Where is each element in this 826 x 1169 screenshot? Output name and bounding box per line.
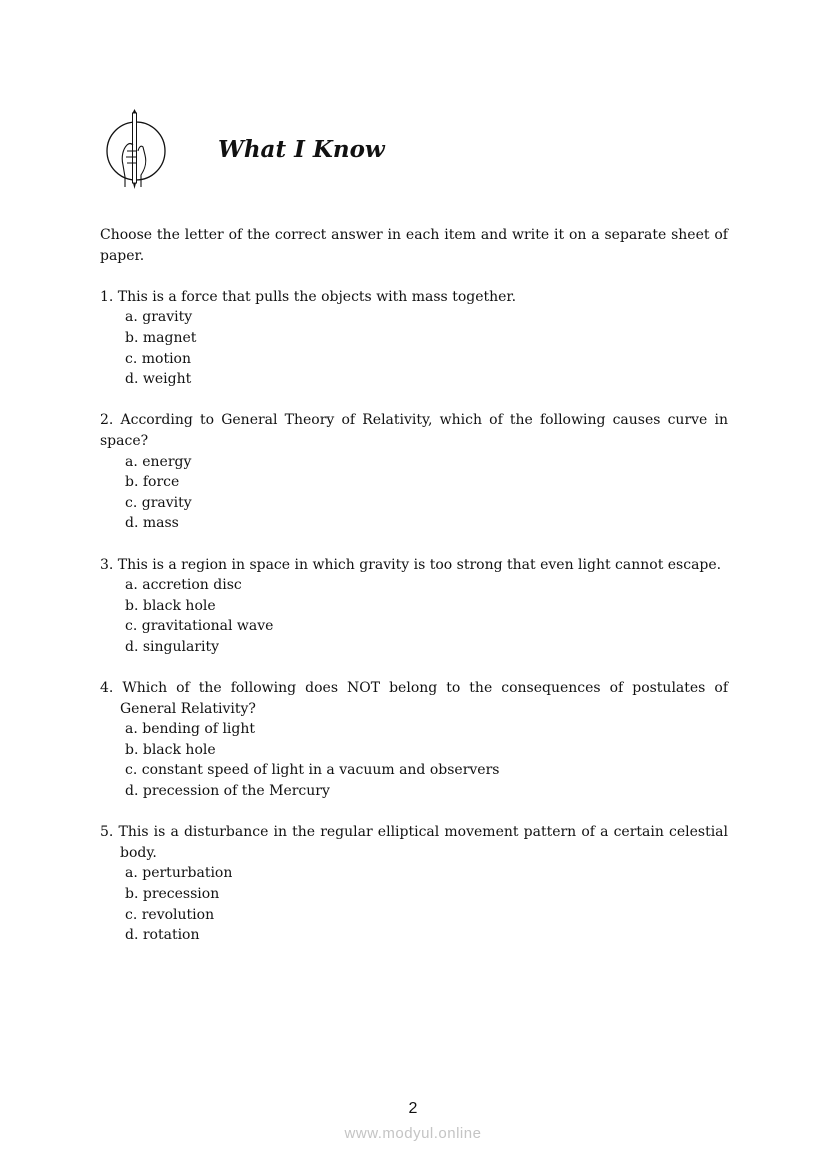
- answer-option: d. precession of the Mercury: [125, 783, 330, 800]
- answer-option: a. accretion disc: [125, 577, 242, 594]
- question-stem: 5. This is a disturbance in the regular elliptical movement pattern of a certain celestial body.: [100, 824, 728, 861]
- answer-option: d. mass: [125, 515, 179, 532]
- answer-option: d. rotation: [125, 927, 200, 944]
- answer-option: a. energy: [125, 453, 192, 470]
- question-list: [100, 287, 728, 946]
- instructions: Choose the letter of the correct answer in each item and write it on a separate sheet of paper.: [100, 227, 728, 264]
- question-stem: 2. According to General Theory of Relativity, which of the following causes curve in space?: [100, 412, 728, 449]
- question-item: [100, 822, 728, 946]
- answer-option: b. precession: [125, 886, 220, 902]
- answer-option: b. black hole: [125, 741, 216, 758]
- question-stem: 3. This is a region in space in which gravity is too strong that even light cannot escape.: [100, 556, 722, 573]
- answer-option: c. gravity: [125, 494, 192, 511]
- worksheet-content: [100, 225, 728, 966]
- question-item: [100, 678, 728, 802]
- answer-option: c. revolution: [125, 906, 215, 923]
- answer-option: c. gravitational wave: [125, 618, 274, 635]
- answer-option: a. bending of light: [125, 721, 255, 738]
- watermark: www.modyul.online: [344, 1125, 482, 1142]
- question-stem: 1. This is a force that pulls the objects with mass together.: [100, 288, 517, 305]
- answer-option: a. perturbation: [125, 865, 233, 882]
- answer-option: b. black hole: [125, 597, 216, 614]
- answer-option: b. force: [125, 474, 180, 491]
- question-item: [100, 555, 728, 658]
- answer-option: b. magnet: [125, 329, 197, 346]
- question-item: [100, 410, 728, 534]
- answer-option: a. gravity: [125, 309, 193, 326]
- answer-option: c. constant speed of light in a vacuum and observers: [125, 762, 500, 779]
- page-number: 2: [408, 1100, 418, 1117]
- question-stem: 4. Which of the following does NOT belong to the consequences of postulates of General Relativity?: [100, 680, 728, 717]
- section-title: What I Know: [218, 136, 385, 163]
- question-item: [100, 287, 728, 390]
- hand-holding-pencil-icon: [105, 107, 167, 195]
- answer-option: d. singularity: [125, 638, 220, 655]
- answer-option: c. motion: [125, 350, 191, 367]
- answer-option: d. weight: [125, 371, 192, 388]
